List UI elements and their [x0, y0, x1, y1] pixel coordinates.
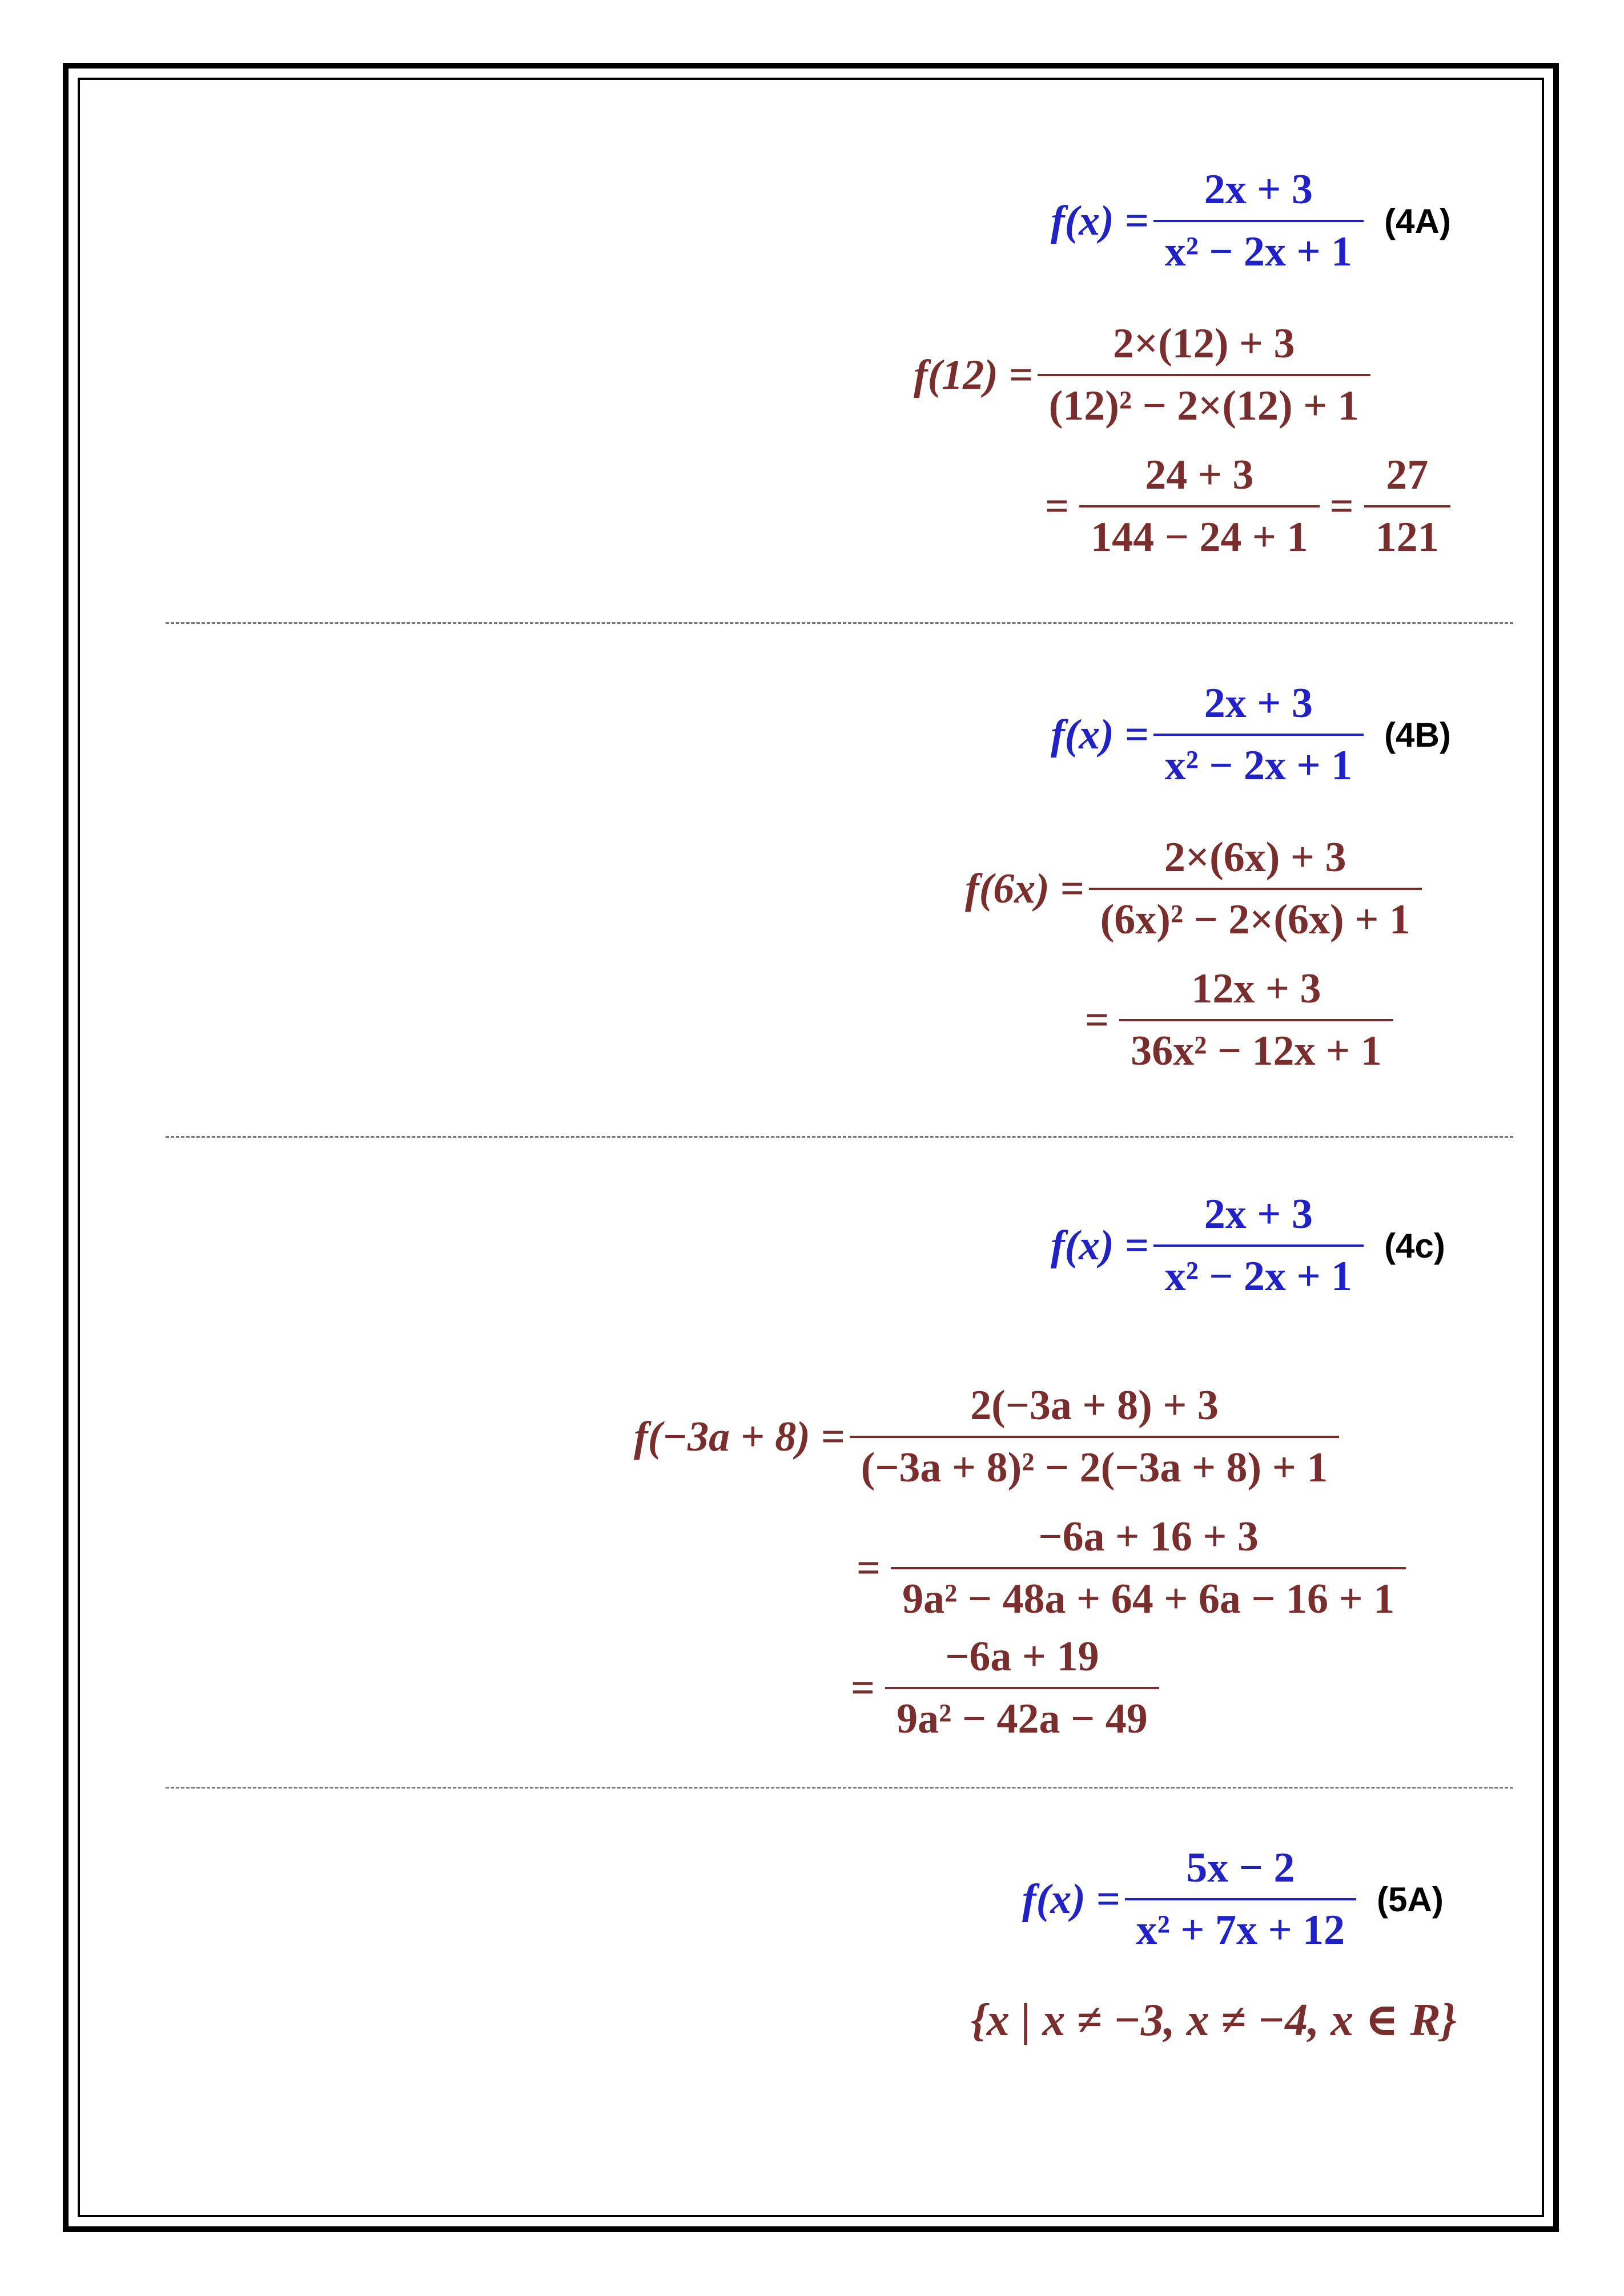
equals-sign: =	[857, 1544, 881, 1592]
problem-tag: (4A)	[1384, 202, 1451, 240]
domain-set-5a	[971, 1992, 1457, 2047]
equals-sign: =	[1085, 996, 1110, 1044]
step-4b-1	[965, 833, 1426, 944]
problem-tag: (5A)	[1377, 1880, 1444, 1919]
section-separator	[166, 1136, 1513, 1138]
fraction	[1153, 679, 1364, 790]
fraction	[1125, 1844, 1357, 1955]
numerator: 24 + 3	[1145, 452, 1254, 498]
denominator: x² + 7x + 12	[1136, 1907, 1345, 1953]
fraction	[1038, 320, 1370, 430]
fraction	[1153, 166, 1364, 276]
step-4a-1	[914, 320, 1375, 430]
step-4b-2	[1079, 965, 1398, 1076]
numerator: 2x + 3	[1204, 166, 1313, 213]
equals-sign: =	[851, 1664, 875, 1711]
numerator: 2x + 3	[1204, 680, 1313, 727]
numerator: −6a + 16 + 3	[1038, 1513, 1259, 1560]
step-lhs: f(−3a + 8) =	[634, 1413, 845, 1460]
denominator: 121	[1375, 514, 1439, 561]
step-4c-2	[851, 1513, 1410, 1624]
problem-tag: (4B)	[1384, 715, 1451, 754]
denominator: 36x² − 12x + 1	[1131, 1028, 1382, 1074]
denominator: 9a² − 42a − 49	[897, 1695, 1148, 1742]
denominator: 9a² − 48a + 64 + 6a − 16 + 1	[902, 1576, 1395, 1622]
domain-set-text: {x | x ≠ −3, x ≠ −4, x ∈ R}	[971, 1995, 1457, 2045]
definition-4c	[1051, 1190, 1445, 1301]
function-lhs: f(x) =	[1051, 197, 1149, 244]
numerator: 2×(6x) + 3	[1164, 834, 1346, 881]
step-4c-1	[634, 1381, 1344, 1492]
fraction	[850, 1381, 1340, 1492]
problem-tag: (4c)	[1384, 1226, 1445, 1265]
denominator: (−3a + 8)² − 2(−3a + 8) + 1	[861, 1444, 1328, 1491]
fraction	[891, 1513, 1406, 1624]
definition-4b	[1051, 679, 1451, 790]
function-lhs: f(x) =	[1051, 1222, 1149, 1269]
numerator: −6a + 19	[945, 1633, 1099, 1680]
fraction	[1079, 451, 1319, 562]
denominator: (6x)² − 2×(6x) + 1	[1100, 896, 1410, 943]
step-4a-2	[1039, 451, 1455, 562]
denominator: x² − 2x + 1	[1164, 228, 1353, 275]
numerator: 2×(12) + 3	[1112, 320, 1295, 367]
denominator: x² − 2x + 1	[1164, 742, 1353, 789]
numerator: 5x − 2	[1186, 1844, 1295, 1891]
denominator: (12)² − 2×(12) + 1	[1048, 382, 1359, 429]
denominator: 144 − 24 + 1	[1091, 514, 1308, 561]
fraction	[1364, 451, 1450, 562]
step-lhs: f(12) =	[914, 351, 1033, 398]
denominator: x² − 2x + 1	[1164, 1253, 1353, 1300]
fraction	[1119, 965, 1393, 1076]
equals-sign: =	[1045, 482, 1070, 530]
equals-sign: =	[1329, 482, 1354, 530]
fraction	[885, 1633, 1159, 1743]
definition-5a	[1022, 1844, 1444, 1955]
fraction	[1089, 833, 1422, 944]
function-lhs: f(x) =	[1022, 1875, 1120, 1923]
numerator: 2(−3a + 8) + 3	[970, 1382, 1219, 1429]
numerator: 27	[1386, 452, 1429, 498]
numerator: 2x + 3	[1204, 1191, 1313, 1238]
numerator: 12x + 3	[1191, 965, 1321, 1012]
section-separator	[166, 622, 1513, 624]
step-lhs: f(6x) =	[965, 865, 1084, 912]
fraction	[1153, 1190, 1364, 1301]
function-lhs: f(x) =	[1051, 711, 1149, 758]
section-separator	[166, 1787, 1513, 1789]
definition-4a	[1051, 166, 1451, 276]
step-4c-3	[845, 1633, 1164, 1743]
